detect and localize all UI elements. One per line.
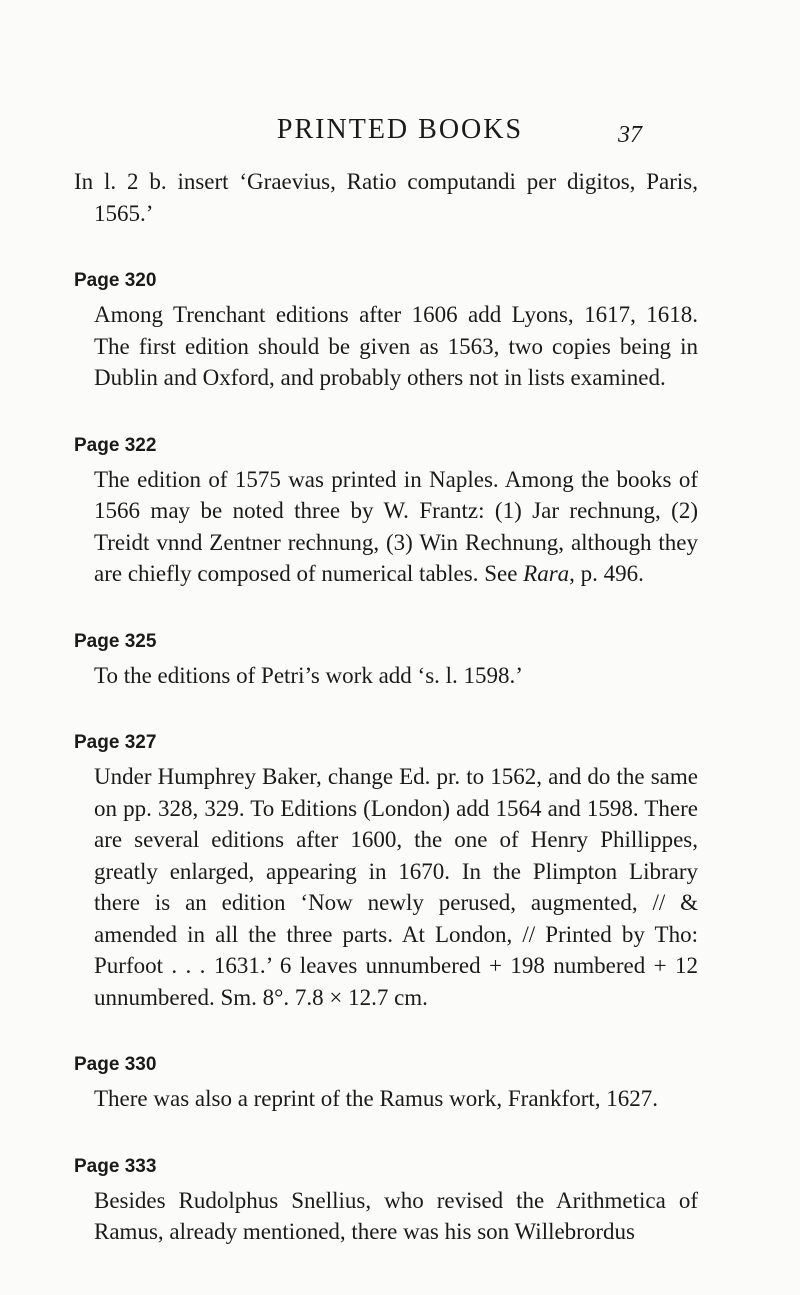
entry-page-322: [74, 434, 698, 590]
entry-page-333: [74, 1155, 698, 1248]
page-number: 37: [618, 122, 642, 148]
entry-text-start: The edition of 1575 was printed in Naples. Among the books of 1566 may be noted three by W. Frantz: (1) Jar rechnung, (2) Treidt vnnd Zentner rechnung, (3) Win Rechnung, although they are chiefly composed of numerical tables. See: [94, 466, 698, 586]
intro-paragraph: In l. 2 b. insert ‘Graevius, Ratio computandi per digitos, Paris, 1565.’: [74, 169, 698, 226]
entry-text: To the editions of Petri’s work add ‘s. l. 1598.’: [94, 662, 523, 688]
entry-heading: Page 333: [74, 1155, 157, 1177]
entry-heading: Page 327: [74, 732, 157, 753]
entry-heading: Page 322: [74, 434, 157, 456]
entry-text: Under Humphrey Baker, change Ed. pr. to 1562, and do the same on pp. 328, 329. To Editions (London) add 1564 and 1598. There are several editions after 1600, the one of Henry Phillippes, greatly enlarged, appearing in 1670. In the Plimpton Library there is an edition ‘Now newly perused, augmented, // & amended in all the three parts. At London, // Printed by Tho: Purfoot . . . 1631.’ 6 leaves unnumbered + 198 numbered + 12 unnumbered. Sm. 8°. 7.8 × 12.7 cm.: [94, 764, 698, 1010]
entry-text: [94, 464, 698, 590]
entry-text: Among Trenchant editions after 1606 add Lyons, 1617, 1618. The first edition should be given as 1563, two copies being in Dublin and Oxford, and probably others not in lists examined.: [94, 302, 698, 390]
page-body: [74, 166, 698, 1248]
running-title: PRINTED BOOKS: [276, 114, 524, 145]
entry-page-327: [74, 731, 698, 1013]
entry-heading: Page 325: [74, 630, 157, 652]
entry-text: Besides Rudolphus Snellius, who revised the Arithmetica of Ramus, already mentioned, there was his son Willebrordus: [94, 1187, 698, 1244]
entry-heading: Page 320: [74, 270, 157, 291]
entry-text: There was also a reprint of the Ramus work, Frankfort, 1627.: [94, 1086, 658, 1111]
entry-heading: Page 330: [74, 1054, 157, 1075]
entry-page-320: [74, 269, 698, 394]
entry-text-end: , p. 496.: [569, 561, 644, 586]
entry-page-325: [74, 630, 698, 692]
rara-citation: Rara: [523, 561, 570, 586]
entry-page-330: [74, 1053, 698, 1115]
